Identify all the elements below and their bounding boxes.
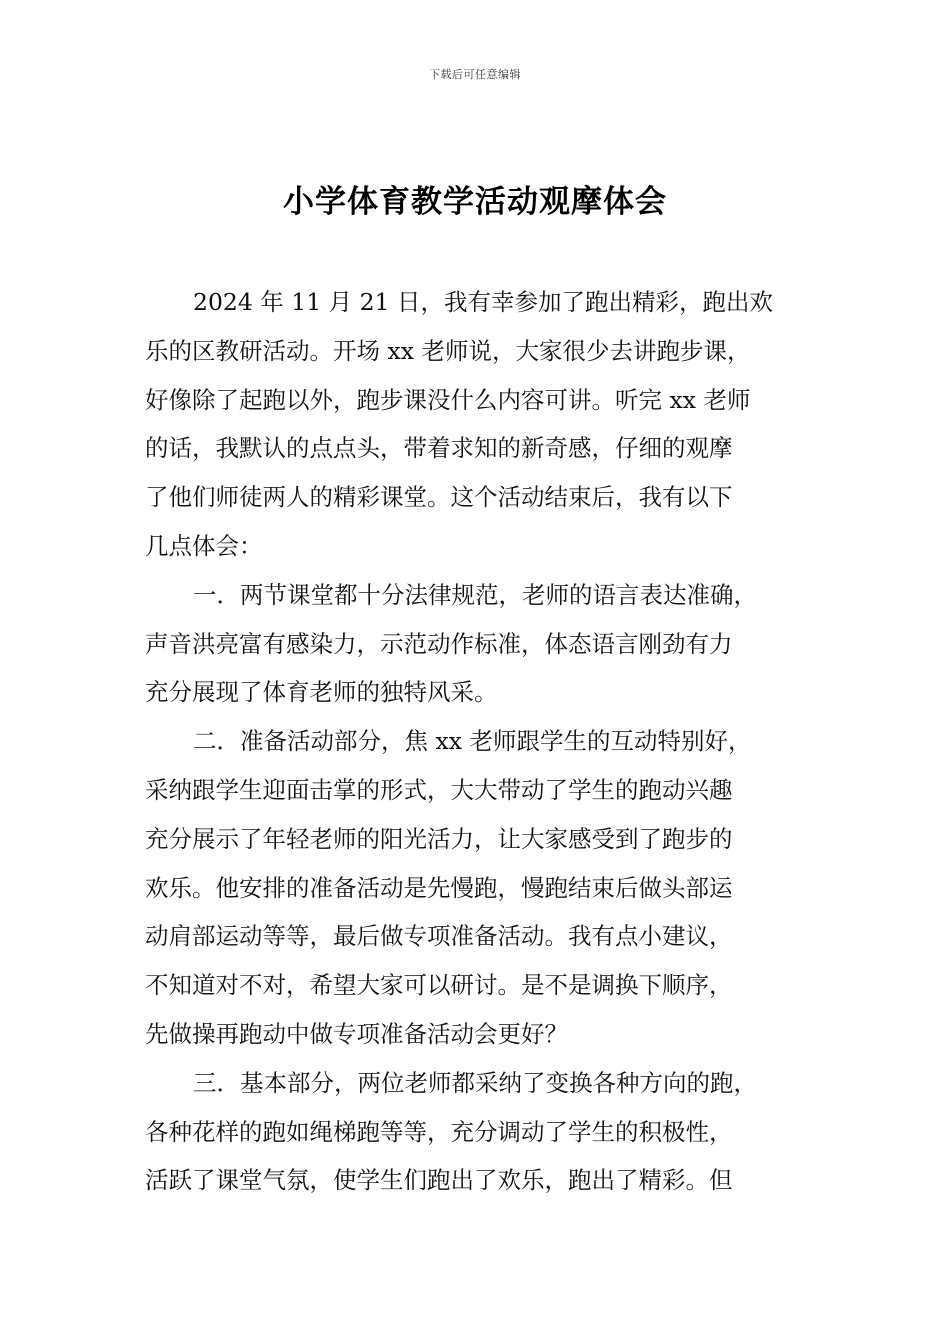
text-line: 三．基本部分，两位老师都采纳了变换各种方向的跑， (193, 1068, 757, 1097)
text-line: 不知道对不对，希望大家可以研讨。是不是调换下顺序， (145, 971, 733, 1000)
document-title: 小学体育教学活动观摩体会 (283, 184, 667, 220)
text-line: 2024 年 11 月 21 日，我有幸参加了跑出精彩，跑出欢 (193, 288, 773, 316)
text-line: 采纳跟学生迎面击掌的形式，大大带动了学生的跑动兴趣 (145, 775, 733, 804)
text-line: 充分展现了体育老师的独特风采。 (145, 678, 498, 707)
text-line: 活跃了课堂气氛，使学生们跑出了欢乐，跑出了精彩。但 (145, 1166, 733, 1195)
text-line: 各种花样的跑如绳梯跑等等，充分调动了学生的积极性， (145, 1117, 733, 1146)
text-line: 声音洪亮富有感染力，示范动作标准，体态语言刚劲有力 (145, 629, 733, 658)
text-line: 一．两节课堂都十分法律规范，老师的语言表达准确， (193, 580, 757, 609)
text-line: 几点体会： (145, 531, 263, 560)
text-line: 二．准备活动部分，焦 xx 老师跟学生的互动特别好， (193, 727, 752, 756)
text-line: 动肩部运动等等，最后做专项准备活动。我有点小建议， (145, 922, 733, 951)
text-line: 好像除了起跑以外，跑步课没什么内容可讲。听完 xx 老师 (145, 385, 751, 414)
text-line: 的话，我默认的点点头，带着求知的新奇感，仔细的观摩 (145, 434, 733, 463)
text-line: 了他们师徒两人的精彩课堂。这个活动结束后，我有以下 (145, 483, 733, 512)
document-body (145, 278, 810, 1205)
text-line: 先做操再跑动中做专项准备活动会更好？ (145, 1019, 568, 1048)
text-line: 欢乐。他安排的准备活动是先慢跑，慢跑结束后做头部运 (145, 873, 733, 902)
text-line: 充分展示了年轻老师的阳光活力，让大家感受到了跑步的 (145, 824, 733, 853)
text-line: 乐的区教研活动。开场 xx 老师说，大家很少去讲跑步课， (145, 336, 751, 365)
header-note: 下载后可任意编辑 (429, 68, 521, 81)
